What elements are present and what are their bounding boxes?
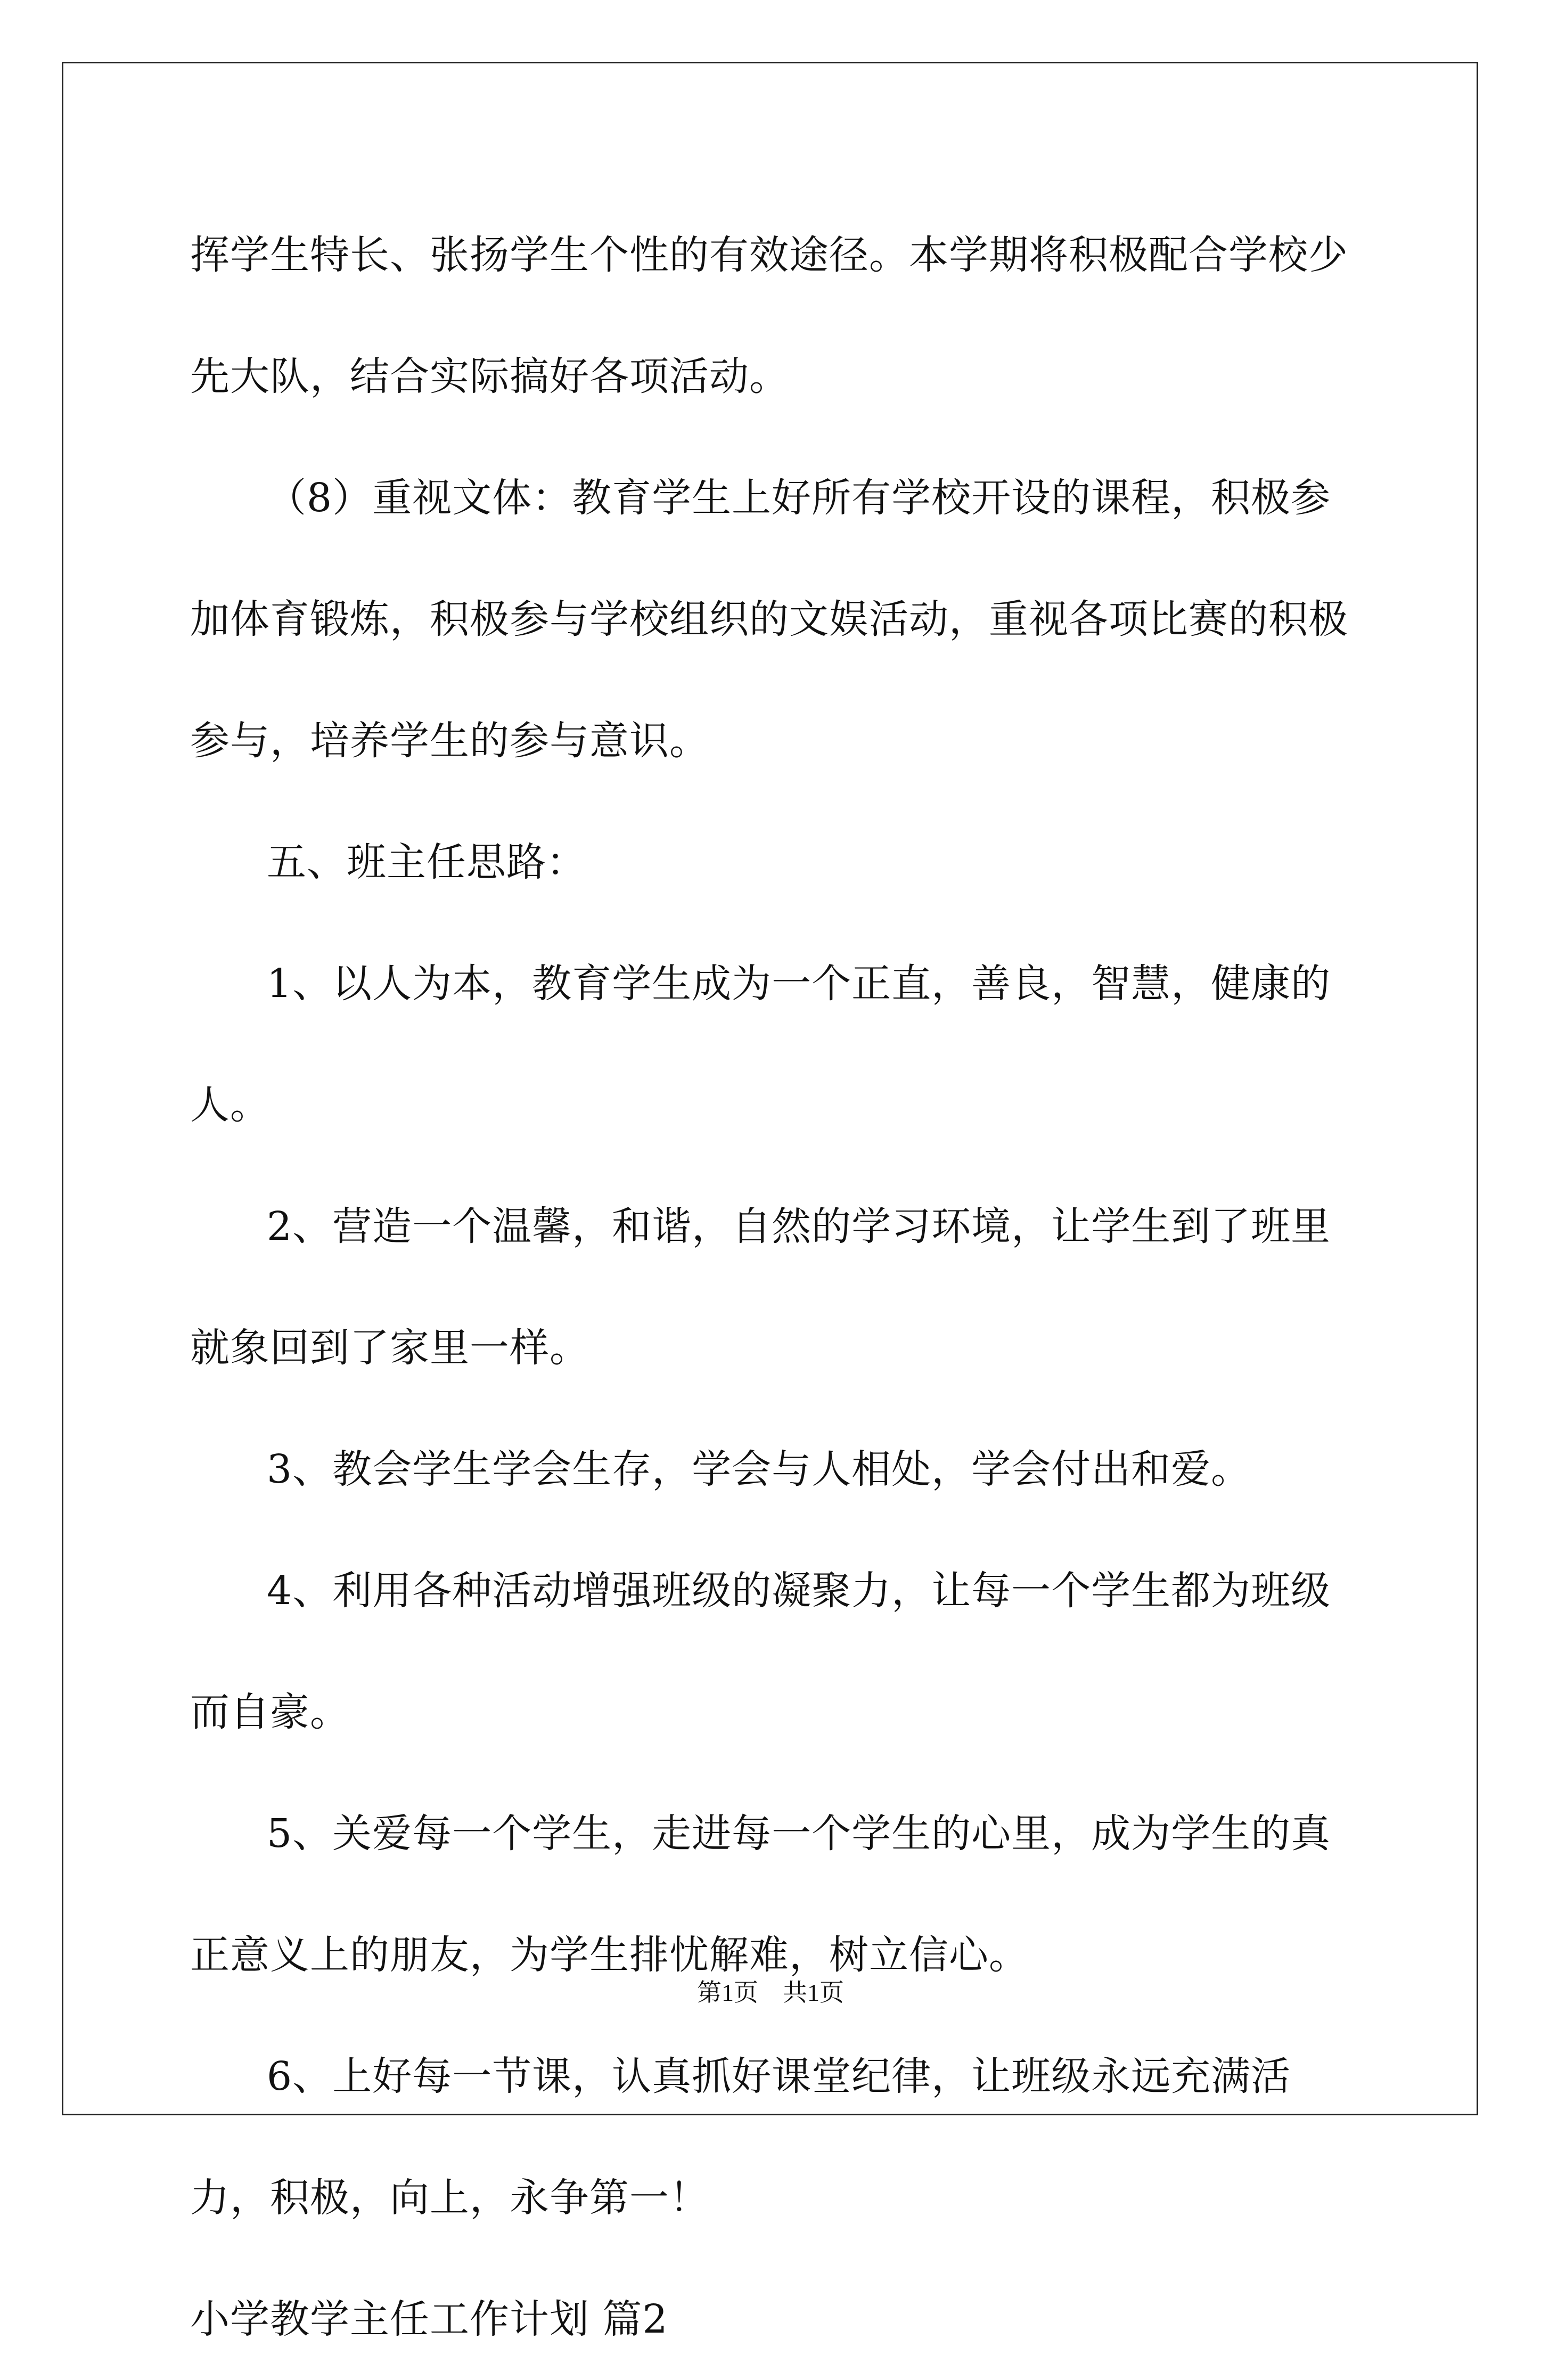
paragraph-4: 1、以人为本，教育学生成为一个正直，善良，智慧，健康的人。 xyxy=(190,961,1331,1128)
page-footer: 第1页 共1页 xyxy=(697,1979,844,2006)
paragraph-5: 2、营造一个温馨，和谐，自然的学习环境，让学生到了班里就象回到了家里一样。 xyxy=(190,1204,1331,1371)
section-title: 小学教学主任工作计划 篇2 xyxy=(190,2296,668,2342)
paragraph-7: 4、利用各种活动增强班级的凝聚力，让每一个学生都为班级而自豪。 xyxy=(190,1568,1331,1735)
paragraph-6: 3、教会学生学会生存，学会与人相处，学会付出和爱。 xyxy=(267,1446,1251,1492)
paragraph-2: （8）重视文体：教育学生上好所有学校开设的课程，积极参加体育锻炼，积极参与学校组织的文娱活动，重视各项比赛的积极参与，培养学生的参与意识。 xyxy=(190,475,1348,764)
paragraph-3: 五、班主任思路： xyxy=(267,839,586,885)
paragraph-1: 挥学生特长、张扬学生个性的有效途径。本学期将积极配合学校少先大队，结合实际搞好各项活动。 xyxy=(190,232,1348,399)
paragraph-8: 5、关爱每一个学生，走进每一个学生的心里，成为学生的真正意义上的朋友，为学生排忧解难，树立信心。 xyxy=(190,1811,1331,1978)
paragraph-9: 6、上好每一节课，认真抓好课堂纪律，让班级永远充满活力，积极，向上，永争第一！ xyxy=(190,2054,1291,2221)
document-body xyxy=(190,194,1370,2380)
